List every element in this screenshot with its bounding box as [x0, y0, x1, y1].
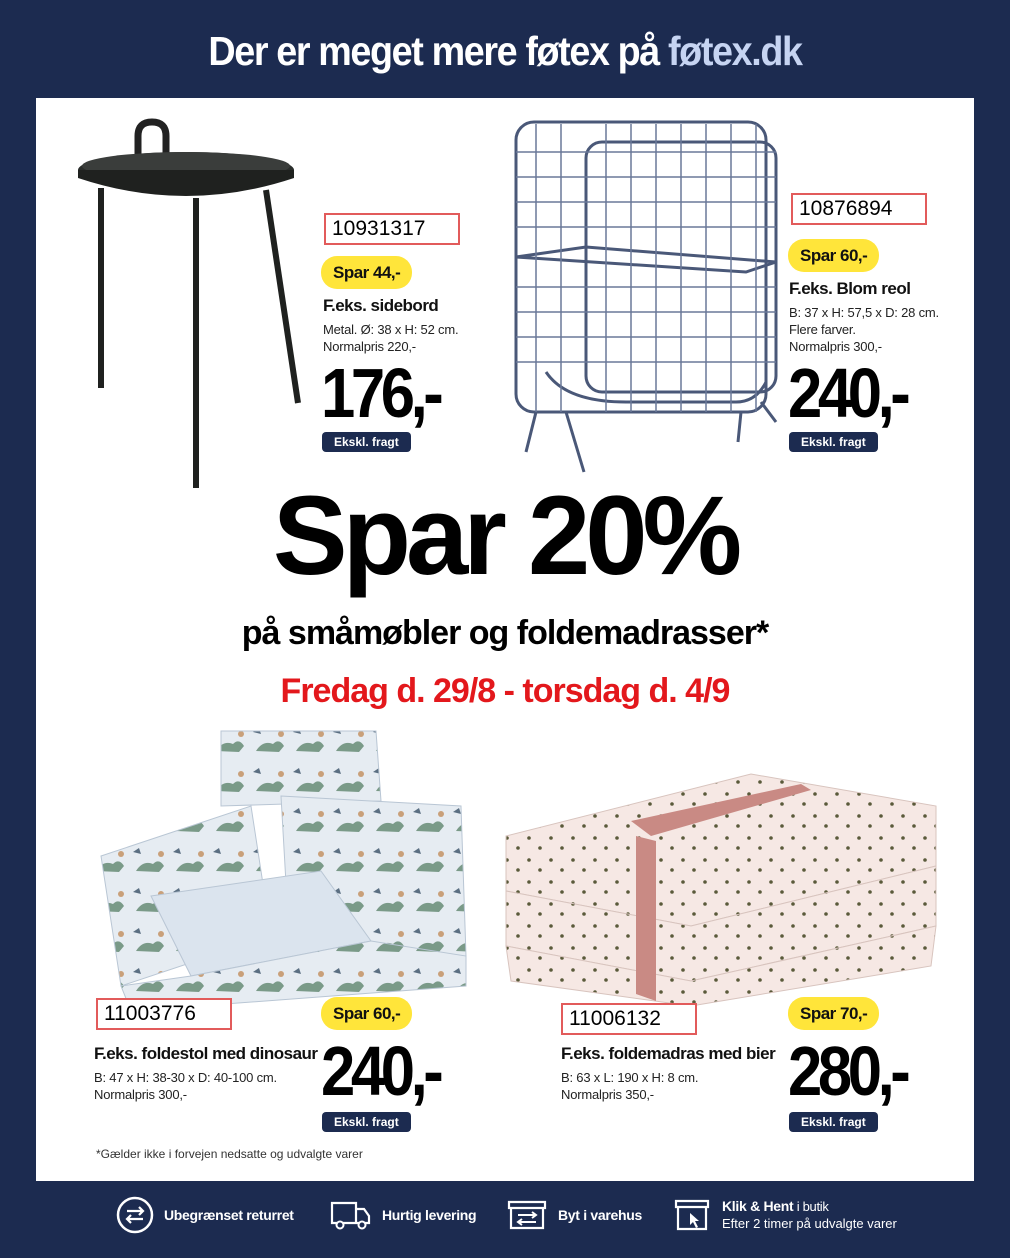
product-desc: Metal. Ø: 38 x H: 52 cm. Normalpris 220,-	[323, 322, 459, 354]
product-desc: B: 63 x L: 190 x H: 8 cm. Normalpris 350,-	[561, 1070, 699, 1102]
product-name: F.eks. sidebord	[323, 296, 439, 315]
product-price: 240,-	[788, 354, 907, 432]
footer-delivery[interactable]	[328, 1192, 476, 1238]
fragt-badge: Ekskl. fragt	[322, 432, 411, 452]
page-header	[0, 0, 1010, 98]
footer-sub: Efter 2 timer på udvalgte varer	[722, 1216, 897, 1231]
spar-badge: Spar 70,-	[788, 997, 879, 1030]
hero-dates: Fredag d. 29/8 - torsdag d. 4/9	[280, 672, 730, 710]
product-name: F.eks. foldemadras med bier	[561, 1044, 776, 1063]
fold-mattress-image	[501, 766, 941, 1006]
fragt-badge: Ekskl. fragt	[789, 1112, 878, 1132]
sku-box: 11006132	[561, 1003, 697, 1035]
fold-chair-image	[91, 726, 471, 1016]
sku-box: 10931317	[324, 213, 460, 245]
return-arrows-icon	[116, 1196, 154, 1234]
hero-headline: Spar 20%	[272, 473, 738, 598]
header-title	[40, 28, 969, 75]
product-name: F.eks. Blom reol	[789, 279, 911, 298]
footer-exchange[interactable]	[506, 1192, 642, 1238]
delivery-truck-icon	[328, 1197, 372, 1233]
product-name: F.eks. foldestol med dinosaur	[94, 1044, 318, 1063]
footer-label: Hurtig levering	[382, 1207, 477, 1223]
site-link[interactable]: føtex.dk	[667, 28, 802, 74]
footer-returns[interactable]	[116, 1192, 294, 1238]
sku-box: 11003776	[96, 998, 232, 1030]
store-exchange-icon	[506, 1198, 548, 1232]
header-prefix: Der er meget mere føtex på	[208, 28, 668, 74]
spar-badge: Spar 44,-	[321, 256, 412, 289]
side-table-image	[76, 118, 306, 498]
footer-click-collect[interactable]	[672, 1192, 897, 1238]
footer-label: Ubegrænset returret	[164, 1207, 294, 1223]
hero-subline: på småmøbler og foldemadrasser*	[241, 614, 769, 652]
product-desc: B: 37 x H: 57,5 x D: 28 cm. Flere farver. Normalpris 300,-	[789, 305, 939, 354]
product-price: 240,-	[321, 1032, 440, 1110]
spar-badge: Spar 60,-	[788, 239, 879, 272]
product-price: 176,-	[321, 354, 440, 432]
offer-panel	[36, 98, 974, 1181]
footer-label: Klik & Hent	[722, 1198, 794, 1214]
fragt-badge: Ekskl. fragt	[322, 1112, 411, 1132]
footer-label-suffix: i butik	[793, 1199, 829, 1214]
wire-shelf-image	[506, 112, 796, 477]
footnote: *Gælder ikke i forvejen nedsatte og udvalgte varer	[96, 1147, 363, 1161]
sku-box: 10876894	[791, 193, 927, 225]
spar-badge: Spar 60,-	[321, 997, 412, 1030]
product-desc: B: 47 x H: 38-30 x D: 40-100 cm. Normalpris 300,-	[94, 1070, 277, 1102]
click-collect-icon	[672, 1195, 712, 1235]
fragt-badge: Ekskl. fragt	[789, 432, 878, 452]
footer-label: Byt i varehus	[558, 1207, 643, 1223]
product-price: 280,-	[788, 1032, 907, 1110]
